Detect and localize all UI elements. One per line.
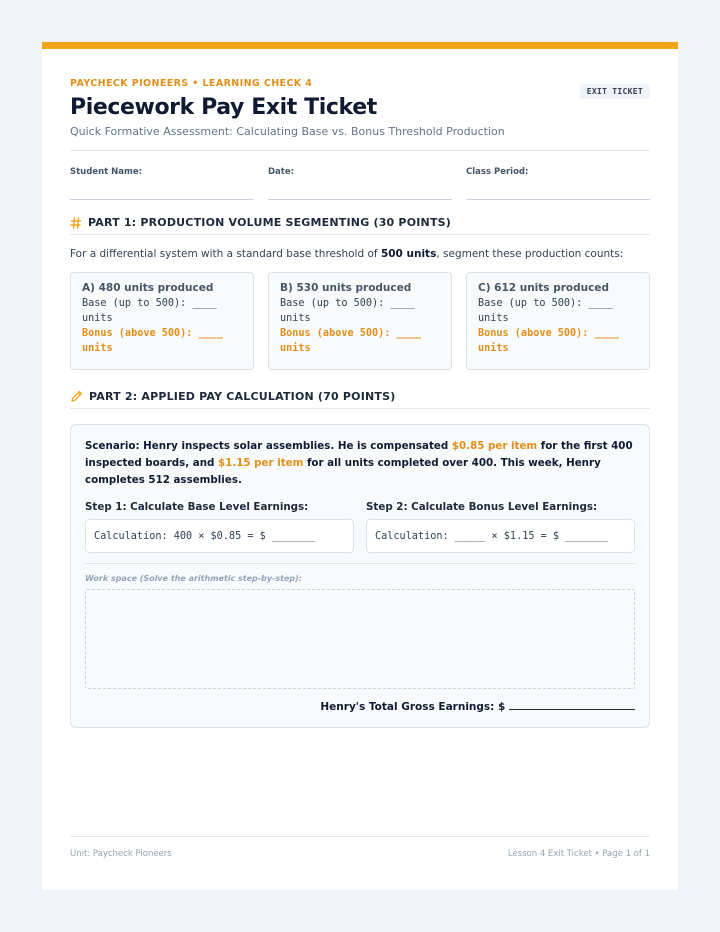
step-2-calculation-box[interactable]: Calculation: _____ × $1.15 = $ _______ xyxy=(366,519,635,553)
accent-bar xyxy=(42,42,678,49)
part1-instructions xyxy=(70,248,650,260)
production-card-b xyxy=(268,272,452,370)
student-name-label: Student Name: xyxy=(70,167,143,177)
card-title: B) 530 units produced xyxy=(280,282,412,294)
date-line[interactable] xyxy=(268,199,452,200)
card-title: C) 612 units produced xyxy=(478,282,609,294)
step-1-label: Step 1: Calculate Base Level Earnings: xyxy=(85,501,309,513)
base-units-blank[interactable]: Base (up to 500): ____ units xyxy=(82,298,217,324)
step-2-label: Step 2: Calculate Bonus Level Earnings: xyxy=(366,501,598,513)
bonus-rate: $1.15 per item xyxy=(218,457,304,469)
page-title: Piecework Pay Exit Ticket xyxy=(70,95,377,120)
part1-title: PART 1: PRODUCTION VOLUME SEGMENTING (30 POINTS) xyxy=(88,216,451,229)
class-period-line[interactable] xyxy=(466,199,650,200)
scenario-part-1: Scenario: Henry inspects solar assemblies. He is compensated xyxy=(85,440,452,452)
part2-header xyxy=(70,390,650,409)
date-field[interactable] xyxy=(268,167,452,200)
work-space-area[interactable] xyxy=(85,589,635,689)
exit-ticket-badge: EXIT TICKET xyxy=(580,84,650,99)
total-earnings-blank[interactable] xyxy=(509,699,635,710)
footer-page-info: Lesson 4 Exit Ticket • Page 1 of 1 xyxy=(507,849,650,859)
bonus-units-blank[interactable]: Bonus (above 500): ____ units xyxy=(478,328,620,354)
base-units-blank[interactable]: Base (up to 500): ____ units xyxy=(478,298,613,324)
total-earnings-label: Henry's Total Gross Earnings: $ xyxy=(320,701,509,713)
card-title: A) 480 units produced xyxy=(82,282,214,294)
scenario-panel xyxy=(70,424,650,728)
student-name-field[interactable] xyxy=(70,167,254,200)
production-card-c xyxy=(466,272,650,370)
bonus-units-blank[interactable]: Bonus (above 500): ____ units xyxy=(82,328,224,354)
header-divider xyxy=(70,150,650,151)
step-1 xyxy=(85,501,354,553)
worksheet-page xyxy=(42,42,678,890)
total-earnings-row xyxy=(85,699,635,713)
scenario-part-2: for the first 400 inspected boards, and xyxy=(85,440,633,469)
hash-icon xyxy=(70,217,82,229)
date-label: Date: xyxy=(268,167,295,177)
part2-title: PART 2: APPLIED PAY CALCULATION (70 POINTS) xyxy=(89,390,396,403)
student-info-fields xyxy=(70,167,650,200)
intro-text-post: , segment these production counts: xyxy=(436,248,624,260)
bonus-units-blank[interactable]: Bonus (above 500): ____ units xyxy=(280,328,422,354)
student-name-line[interactable] xyxy=(70,199,254,200)
worksheet-content xyxy=(70,78,650,728)
base-units-blank[interactable]: Base (up to 500): ____ units xyxy=(280,298,415,324)
kicker: PAYCHECK PIONEERS • LEARNING CHECK 4 xyxy=(70,78,313,89)
part1-header xyxy=(70,216,650,235)
footer-unit: Unit: Paycheck Pioneers xyxy=(70,849,172,859)
page-footer xyxy=(70,836,650,859)
production-card-a xyxy=(70,272,254,370)
work-space-label: Work space (Solve the arithmetic step-by-step): xyxy=(85,574,302,583)
pencil-icon xyxy=(70,390,83,403)
page-subtitle: Quick Formative Assessment: Calculating Base vs. Bonus Threshold Production xyxy=(70,125,505,138)
scenario-part-3: for all units completed over 400. This week, Henry completes 512 assemblies. xyxy=(85,457,601,486)
scenario-divider xyxy=(85,563,635,564)
scenario-text xyxy=(85,438,635,489)
production-cards xyxy=(70,272,650,370)
step-1-calculation-box[interactable]: Calculation: 400 × $0.85 = $ _______ xyxy=(85,519,354,553)
base-rate: $0.85 per item xyxy=(451,440,538,452)
calculation-steps xyxy=(85,501,635,553)
intro-text-pre: For a differential system with a standard base threshold of xyxy=(70,248,381,260)
class-period-field[interactable] xyxy=(466,167,650,200)
intro-threshold: 500 units xyxy=(380,248,437,260)
step-2 xyxy=(366,501,635,553)
header xyxy=(70,78,650,138)
class-period-label: Class Period: xyxy=(466,167,529,177)
